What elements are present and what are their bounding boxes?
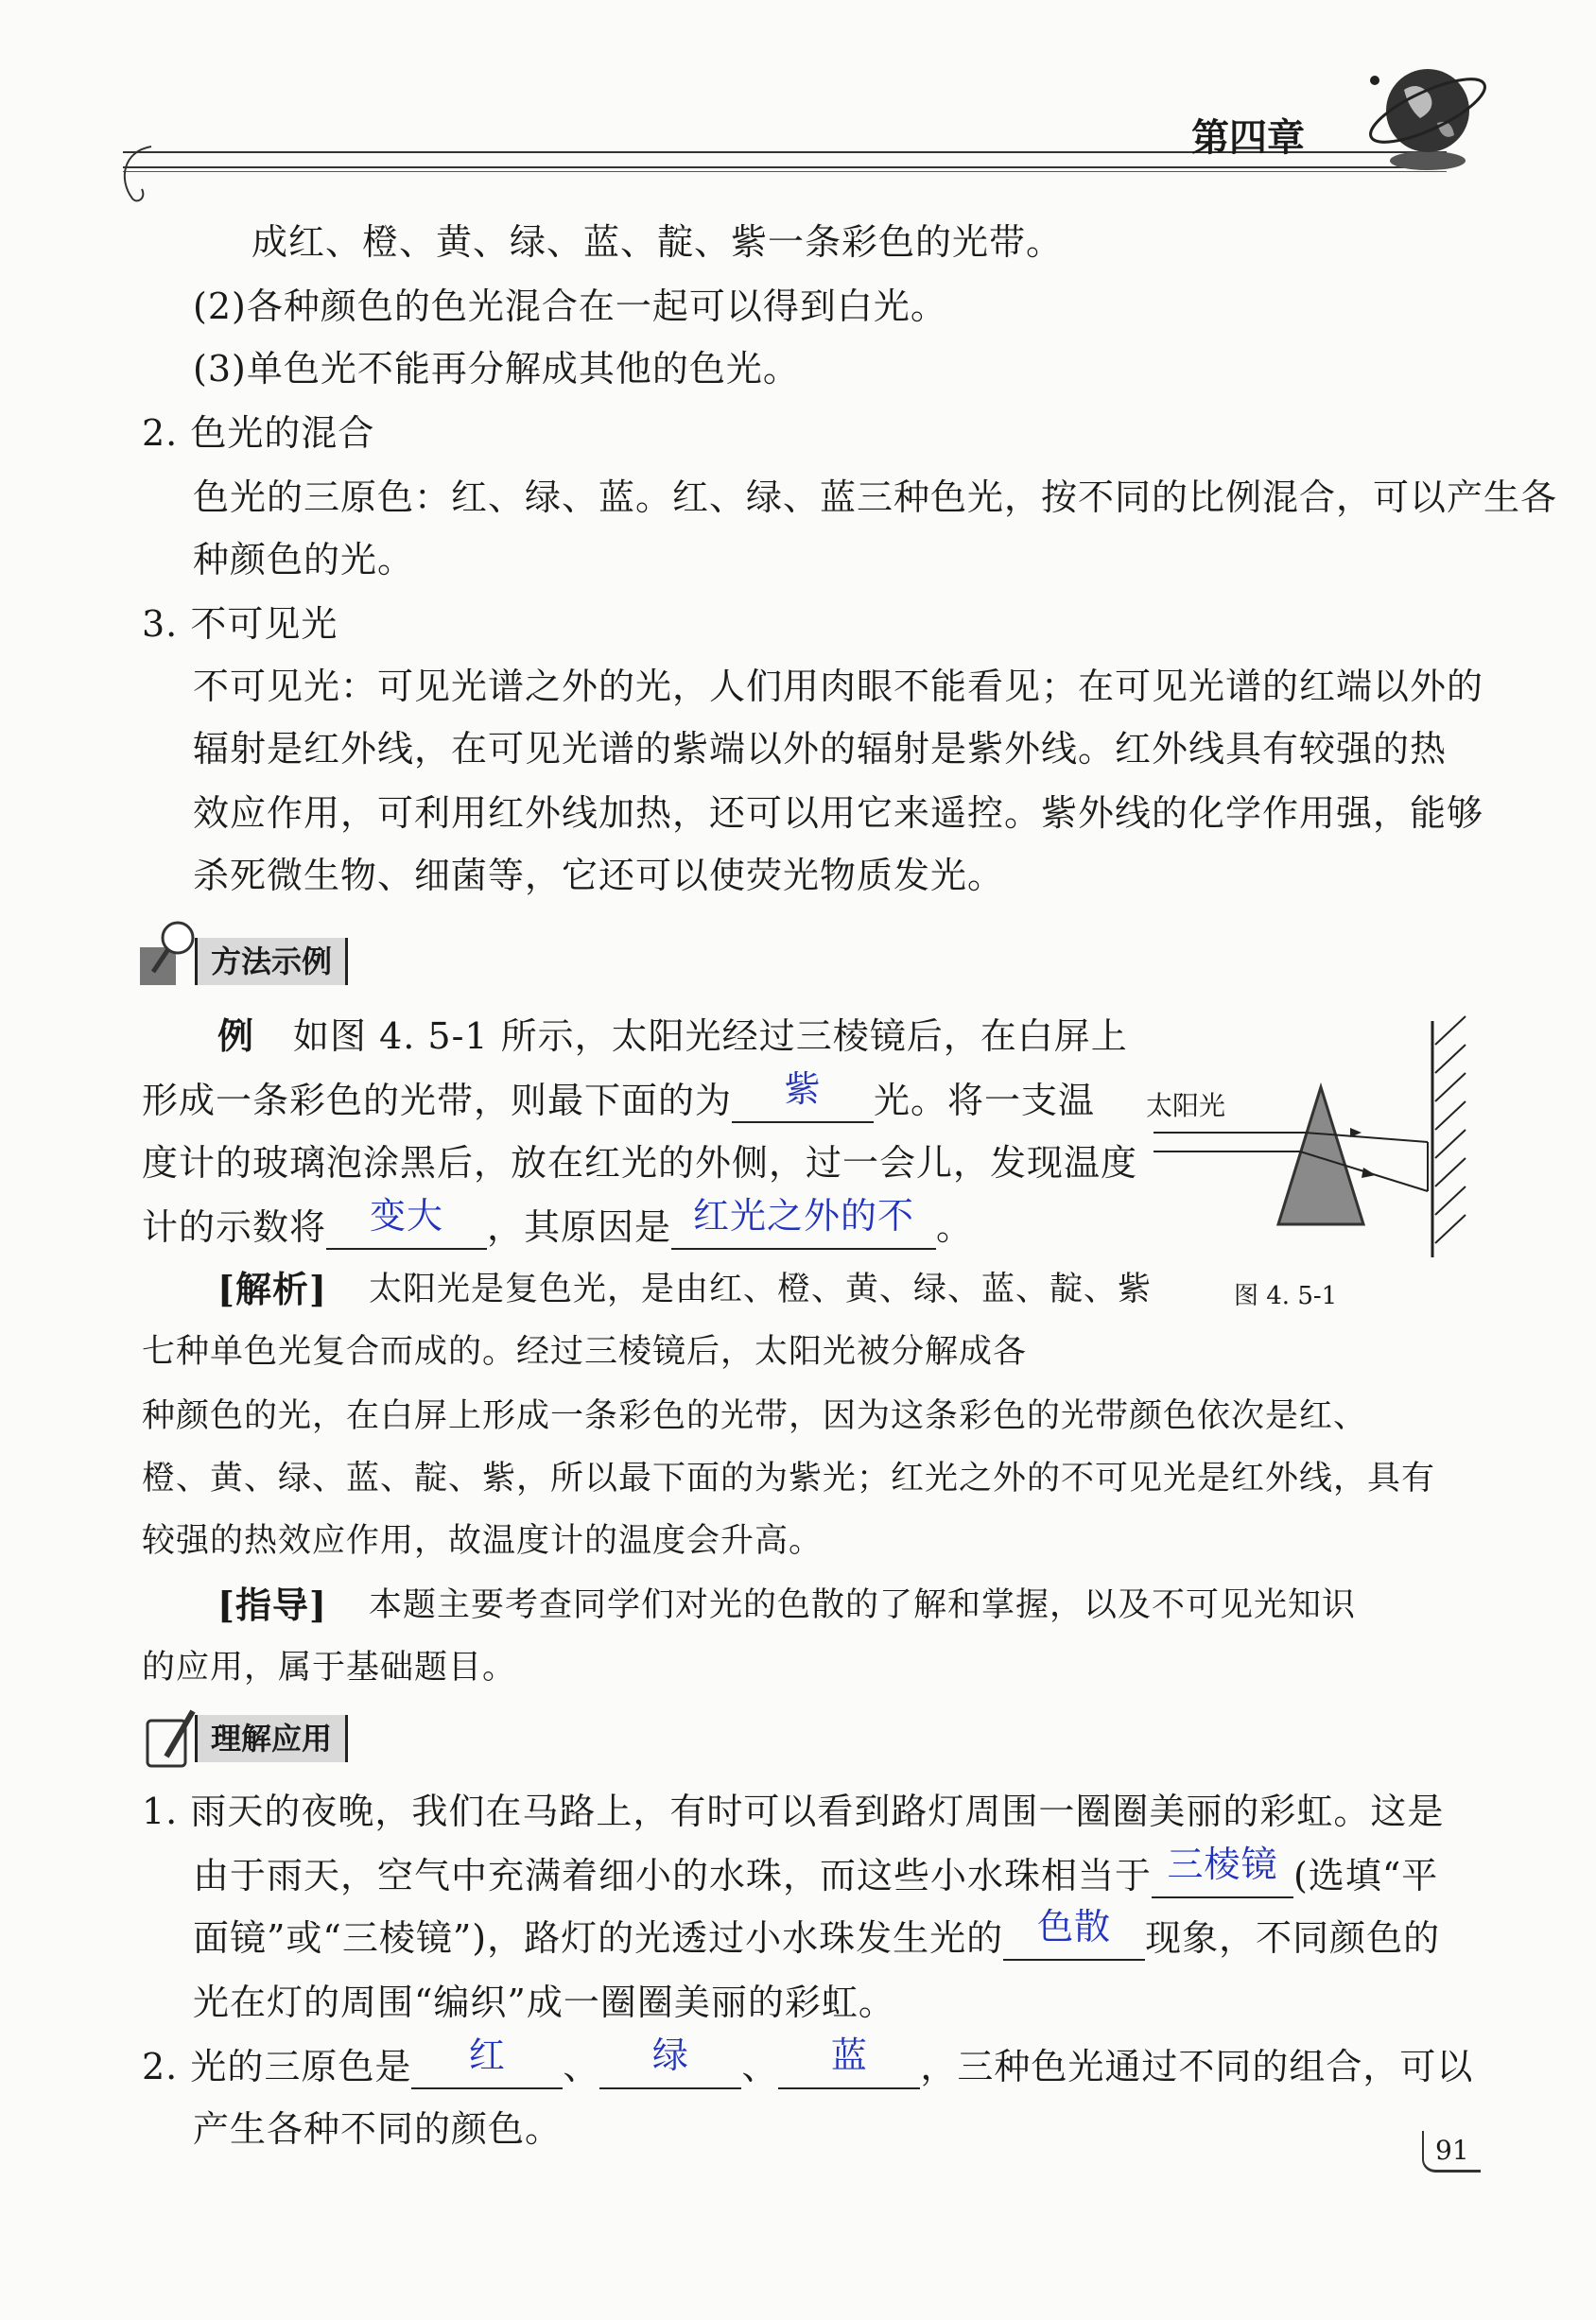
chapter-title: 第四章	[1191, 115, 1305, 160]
text-line	[142, 2034, 1474, 2089]
answer-blank	[671, 1195, 936, 1250]
text-line: 不可见光：可见光谱之外的光，人们用肉眼不能看见；在可见光谱的红端以外的	[193, 666, 1484, 707]
header-swirl-icon	[113, 142, 170, 208]
text-line: 较强的热效应作用，故温度计的温度会升高。	[142, 1522, 824, 1560]
item3-title: 3. 不可见光	[142, 603, 338, 645]
text-line: 如图 4. 5-1 所示，太阳光经过三棱镜后，在白屏上	[293, 1015, 1128, 1057]
text-line: 橙、黄、绿、蓝、靛、紫，所以最下面的为紫光；红光之外的不可见光是红外线，具有	[142, 1460, 1436, 1498]
text-line	[142, 1068, 1096, 1123]
pencil-notebook-icon	[144, 1707, 199, 1770]
figure-caption: 图 4. 5-1	[1234, 1282, 1338, 1310]
text-line: 效应作用，可利用红外线加热，还可以用它来遥控。紫外线的化学作用强，能够	[193, 792, 1484, 834]
text-line: 的应用，属于基础题目。	[142, 1649, 517, 1687]
text-line: 光在灯的周围“编织”成一圈圈美丽的彩虹。	[193, 1982, 895, 2023]
text-span: ，其原因是	[487, 1206, 672, 1248]
text-span: 、	[563, 2046, 600, 2087]
answer-handwritten: 蓝	[830, 2034, 868, 2076]
answer-blank	[732, 1068, 874, 1123]
answer-blank	[1003, 1906, 1145, 1961]
text-span: 2. 光的三原色是	[142, 2046, 412, 2087]
figure-sun-label: 太阳光	[1146, 1090, 1226, 1121]
answer-blank	[1152, 1844, 1293, 1898]
text-line: 辐射是红外线，在可见光谱的紫端以外的辐射是紫外线。红外线具有较强的热	[193, 728, 1448, 770]
text-line: 本题主要考查同学们对光的色散的了解和掌握，以及不可见光知识	[369, 1586, 1357, 1624]
text-span: ，三种色光通过不同的组合，可以	[920, 2046, 1474, 2087]
header-rule-thin	[123, 171, 1447, 172]
answer-handwritten: 三棱镜	[1167, 1844, 1278, 1885]
text-line	[142, 1195, 974, 1250]
prism-diagram	[1135, 1002, 1475, 1257]
text-span: 光。将一支温	[874, 1080, 1096, 1121]
analysis-label: [解析]	[217, 1268, 327, 1310]
text-span: 现象，不同颜色的	[1145, 1917, 1441, 1959]
answer-blank	[599, 2034, 741, 2089]
text-span: (选填“平	[1293, 1855, 1439, 1896]
answer-handwritten: 绿	[651, 2034, 689, 2076]
answer-handwritten: 紫	[784, 1068, 822, 1110]
text-span: 由于雨天，空气中充满着细小的水珠，而这些小水珠相当于	[193, 1855, 1153, 1896]
guide-label: [指导]	[217, 1584, 327, 1626]
text-line	[193, 1844, 1439, 1898]
text-span: 。	[936, 1206, 974, 1248]
answer-handwritten: 红光之外的不	[693, 1195, 915, 1237]
apply-section-tag: 理解应用	[195, 1715, 348, 1762]
text-line: 杀死微生物、细菌等，它还可以使荧光物质发光。	[193, 855, 1005, 896]
text-span: 面镜”或“三棱镜”)，路灯的光透过小水珠发生光的	[193, 1917, 1004, 1959]
page-number: 91	[1422, 2131, 1481, 2173]
text-line: 色光的三原色：红、绿、蓝。红、绿、蓝三种色光，按不同的比例混合，可以产生各	[193, 476, 1558, 518]
text-line: 成红、橙、黄、绿、蓝、靛、紫一条彩色的光带。	[252, 221, 1064, 263]
answer-handwritten: 红	[468, 2034, 506, 2076]
text-line: (2)各种颜色的色光混合在一起可以得到白光。	[193, 286, 947, 327]
text-span: 形成一条彩色的光带，则最下面的为	[142, 1080, 733, 1121]
figure-prism	[1135, 1002, 1475, 1314]
answer-blank	[778, 2034, 920, 2089]
example-label: 例	[217, 1014, 255, 1057]
text-line: 种颜色的光，在白屏上形成一条彩色的光带，因为这条彩色的光带颜色依次是红、	[142, 1397, 1368, 1435]
text-line: 度计的玻璃泡涂黑后，放在红光的外侧，过一会儿，发现温度	[142, 1142, 1138, 1184]
text-line: 种颜色的光。	[193, 539, 415, 580]
method-section-tag: 方法示例	[195, 938, 348, 985]
answer-handwritten: 色散	[1037, 1906, 1112, 1948]
text-line: 七种单色光复合而成的。经过三棱镜后，太阳光被分解成各	[142, 1333, 1028, 1371]
text-span: 、	[741, 2046, 779, 2087]
text-line: 产生各种不同的颜色。	[193, 2108, 563, 2150]
text-line: 太阳光是复色光，是由红、橙、黄、绿、蓝、靛、紫	[369, 1271, 1153, 1308]
answer-handwritten: 变大	[370, 1195, 444, 1237]
text-span: 计的示数将	[142, 1206, 327, 1248]
text-line: 1. 雨天的夜晚，我们在马路上，有时可以看到路灯周围一圈圈美丽的彩虹。这是	[142, 1791, 1445, 1832]
text-line	[193, 1906, 1441, 1961]
globe-icon	[1362, 52, 1494, 184]
answer-blank	[326, 1195, 487, 1250]
answer-blank	[411, 2034, 563, 2089]
magnifier-icon	[140, 919, 199, 987]
item2-title: 2. 色光的混合	[142, 412, 375, 454]
text-line: (3)单色光不能再分解成其他的色光。	[193, 348, 800, 390]
